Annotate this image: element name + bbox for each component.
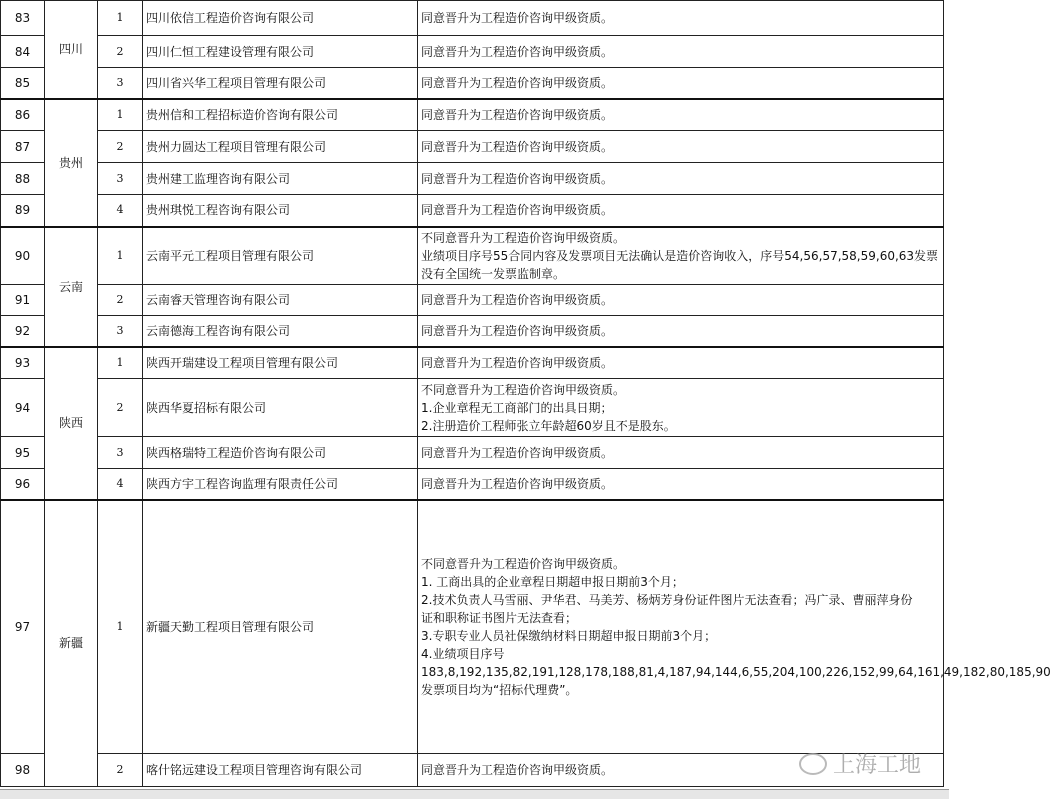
- opinion-line: 同意晋升为工程造价咨询甲级资质。: [421, 763, 614, 777]
- opinion-line: 证和职称证书图片无法查看；: [421, 610, 578, 625]
- sequence: 1: [98, 500, 143, 754]
- wechat-icon: [799, 753, 827, 775]
- company-name: 新疆天勤工程项目管理有限公司: [143, 500, 418, 754]
- company-name: 陕西格瑞特工程造价咨询有限公司: [143, 437, 418, 469]
- company-name: 四川省兴华工程项目管理有限公司: [143, 68, 418, 99]
- opinion: [418, 36, 944, 68]
- opinion: [418, 379, 944, 437]
- row-number: 92: [1, 316, 45, 347]
- row-number: 97: [1, 500, 45, 754]
- opinion-line: 同意晋升为工程造价咨询甲级资质。: [421, 445, 614, 460]
- row-number: 93: [1, 347, 45, 379]
- opinion-line: 同意晋升为工程造价咨询甲级资质。: [421, 203, 614, 218]
- opinion-line: 同意晋升为工程造价咨询甲级资质。: [421, 139, 614, 154]
- opinion: [418, 347, 944, 379]
- sequence: 1: [98, 347, 143, 379]
- row-number: 83: [1, 1, 45, 36]
- sequence: 3: [98, 316, 143, 347]
- opinion-line: 同意晋升为工程造价咨询甲级资质。: [421, 75, 614, 90]
- row-number: 98: [1, 754, 45, 787]
- sequence: 1: [98, 99, 143, 131]
- table-row: [1, 347, 944, 379]
- sequence: 2: [98, 754, 143, 787]
- opinion-line: 发票项目均为“招标代理费”。: [421, 682, 578, 697]
- table-row: [1, 68, 944, 99]
- company-name: 云南德海工程咨询有限公司: [143, 316, 418, 347]
- opinion-line: 183,8,192,135,82,191,128,178,188,81,4,187,94,144,6,55,204,100,226,152,99,64,161,49,182,80,185,90: [421, 664, 1051, 679]
- sequence: 2: [98, 379, 143, 437]
- opinion-line: 同意晋升为工程造价咨询甲级资质。: [421, 107, 614, 122]
- company-name: 贵州建工监理咨询有限公司: [143, 163, 418, 195]
- table-row: [1, 437, 944, 469]
- company-name: 陕西开瑞建设工程项目管理有限公司: [143, 347, 418, 379]
- company-name: 云南平元工程项目管理有限公司: [143, 227, 418, 285]
- sequence: 1: [98, 1, 143, 36]
- opinion-line: 不同意晋升为工程造价咨询甲级资质。: [421, 556, 626, 571]
- company-name: 云南睿天管理咨询有限公司: [143, 285, 418, 316]
- sequence: 3: [98, 68, 143, 99]
- row-number: 86: [1, 99, 45, 131]
- opinion-line: 同意晋升为工程造价咨询甲级资质。: [421, 476, 614, 491]
- province: 贵州: [45, 99, 98, 227]
- company-name: 贵州力圆达工程项目管理有限公司: [143, 131, 418, 163]
- company-name: 贵州琪悦工程咨询有限公司: [143, 195, 418, 227]
- opinion: [418, 195, 944, 227]
- opinion-line: 1. 工商出具的企业章程日期超申报日期前3个月；: [421, 574, 684, 589]
- opinion-line: 同意晋升为工程造价咨询甲级资质。: [421, 293, 614, 307]
- sequence: 4: [98, 195, 143, 227]
- opinion-line: 没有全国统一发票监制章。: [421, 266, 566, 281]
- sequence: 1: [98, 227, 143, 285]
- sequence: 4: [98, 469, 143, 500]
- province: 四川: [45, 1, 98, 99]
- province: 云南: [45, 227, 98, 347]
- opinion-line: 业绩项目序号55合同内容及发票项目无法确认是造价咨询收入，序号54,56,57,58,59,60,63发票: [421, 248, 939, 263]
- table-row: [1, 163, 944, 195]
- opinion-line: 不同意晋升为工程造价咨询甲级资质。: [421, 382, 626, 397]
- row-number: 85: [1, 68, 45, 99]
- opinion-line: 同意晋升为工程造价咨询甲级资质。: [421, 355, 614, 370]
- row-number: 94: [1, 379, 45, 437]
- table-row: [1, 1, 944, 36]
- company-name: 陕西华夏招标有限公司: [143, 379, 418, 437]
- row-number: 96: [1, 469, 45, 500]
- company-name: 陕西方宇工程咨询监理有限责任公司: [143, 469, 418, 500]
- opinion-line: 2.注册造价工程师张立年龄超60岁且不是股东。: [421, 418, 676, 433]
- opinion: [418, 500, 1051, 754]
- opinion-line: 不同意晋升为工程造价咨询甲级资质。: [421, 230, 626, 245]
- watermark: [799, 748, 921, 779]
- opinion-line: 同意晋升为工程造价咨询甲级资质。: [421, 323, 614, 338]
- company-name: 贵州信和工程招标造价咨询有限公司: [143, 99, 418, 131]
- table-row: [1, 195, 944, 227]
- row-number: 91: [1, 285, 45, 316]
- opinion-line: 3.专职专业人员社保缴纳材料日期超申报日期前3个月；: [421, 628, 717, 643]
- opinion-line: 4.业绩项目序号: [421, 646, 505, 661]
- opinion-line: 同意晋升为工程造价咨询甲级资质。: [421, 171, 614, 186]
- table-row: [1, 131, 944, 163]
- opinion-line: 同意晋升为工程造价咨询甲级资质。: [421, 44, 614, 59]
- opinion: [418, 285, 944, 316]
- watermark-text: 上海工地: [832, 753, 921, 778]
- province: 新疆: [45, 500, 98, 787]
- row-number: 89: [1, 195, 45, 227]
- company-name: 四川依信工程造价咨询有限公司: [143, 1, 418, 36]
- sequence: 3: [98, 163, 143, 195]
- opinion: [418, 163, 944, 195]
- sequence: 2: [98, 36, 143, 68]
- opinion: [418, 469, 944, 500]
- sequence: 2: [98, 131, 143, 163]
- province: 陕西: [45, 347, 98, 500]
- table-row: [1, 227, 944, 285]
- sequence: 3: [98, 437, 143, 469]
- bottom-strip: [0, 789, 949, 799]
- row-number: 88: [1, 163, 45, 195]
- row-number: 84: [1, 36, 45, 68]
- row-number: 95: [1, 437, 45, 469]
- table-row: [1, 99, 944, 131]
- sequence: 2: [98, 285, 143, 316]
- opinion: [418, 99, 944, 131]
- opinion: [418, 131, 944, 163]
- opinion: [418, 316, 944, 347]
- opinion-line: 同意晋升为工程造价咨询甲级资质。: [421, 11, 614, 25]
- opinion-line: 2.技术负责人马雪丽、尹华君、马美芳、杨炳芳身份证件图片无法查看；冯广录、曹丽萍身份: [421, 592, 913, 607]
- opinion: [418, 437, 944, 469]
- opinion: [418, 1, 944, 36]
- table-row: [1, 316, 944, 347]
- opinion-line: 1.企业章程无工商部门的出具日期；: [421, 400, 613, 415]
- opinion: [418, 68, 944, 99]
- table-row: [1, 469, 944, 500]
- table-row: [1, 500, 944, 754]
- row-number: 87: [1, 131, 45, 163]
- table-row: [1, 285, 944, 316]
- company-name: 喀什铭远建设工程项目管理咨询有限公司: [143, 754, 418, 787]
- row-number: 90: [1, 227, 45, 285]
- table-row: [1, 379, 944, 437]
- opinion: [418, 227, 944, 285]
- company-name: 四川仁恒工程建设管理有限公司: [143, 36, 418, 68]
- table-row: [1, 36, 944, 68]
